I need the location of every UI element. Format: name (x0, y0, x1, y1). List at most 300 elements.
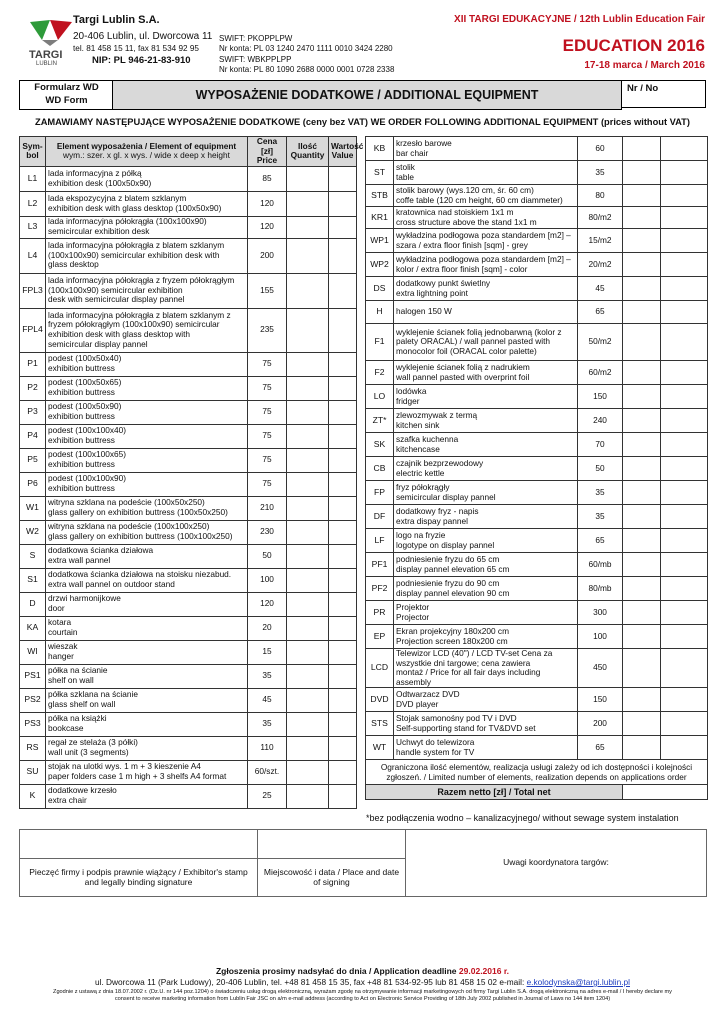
availability-note: Ograniczona ilość elementów, realizacja usługi zależy od ich dostępności i kolejności zgłoszeń. / Limited number of elements, realization depends on applications order (366, 760, 708, 785)
item-name-en: handle system for TV (396, 746, 475, 757)
item-price: 80/m2 (578, 207, 623, 229)
item-name-en: extra lightning point (396, 287, 468, 298)
item-name-pl: dodatkowa ścianka działowa (48, 545, 154, 556)
item-description (46, 273, 248, 308)
item-price: 50/m2 (578, 324, 623, 361)
item-quantity-field[interactable] (623, 577, 661, 601)
item-description (46, 376, 248, 400)
item-symbol: STB (366, 185, 394, 207)
item-symbol: F2 (366, 361, 394, 385)
item-value-field[interactable] (329, 760, 357, 784)
item-value-field[interactable] (661, 625, 708, 649)
item-value-field[interactable] (661, 601, 708, 625)
stamp-label: Pieczęć firmy i podpis prawnie wiążący / Exhibitor's stamp and legally binding signature (20, 859, 258, 897)
order-statement: ZAMAWIAMY NASTĘPUJĄCE WYPOSAŻENIE DODATKOWE (ceny bez VAT) WE ORDER FOLLOWING ADDITIONAL EQUIPMENT (prices without VAT) (35, 117, 690, 127)
item-symbol: P1 (20, 352, 46, 376)
item-name-pl: halogen 150 W (396, 306, 452, 317)
item-description (46, 760, 248, 784)
item-name-en: glass desktop (48, 259, 99, 270)
item-price: 230 (248, 520, 287, 544)
item-symbol: SU (20, 760, 46, 784)
item-quantity-field[interactable] (287, 166, 329, 191)
item-value-field[interactable] (329, 520, 357, 544)
item-quantity-field[interactable] (287, 400, 329, 424)
item-quantity-field[interactable] (287, 216, 329, 238)
item-description (46, 424, 248, 448)
item-symbol: PF1 (366, 553, 394, 577)
item-value-field[interactable] (661, 409, 708, 433)
item-description (394, 577, 578, 601)
item-name-pl: Telewizor LCD (40") / LCD TV-set Cena za wszystkie dni targowe; cena zawiera (396, 648, 553, 668)
item-description (46, 308, 248, 352)
total-net-field[interactable] (623, 785, 708, 800)
item-value-field[interactable] (661, 577, 708, 601)
item-value-field[interactable] (329, 496, 357, 520)
item-value-field[interactable] (329, 308, 357, 352)
item-name-pl: logo na fryzie (396, 529, 446, 540)
table-row (20, 592, 357, 616)
company-phone: tel. 81 458 15 11, fax 81 534 92 95 (73, 44, 199, 53)
item-quantity-field[interactable] (287, 760, 329, 784)
item-value-field[interactable] (329, 712, 357, 736)
item-name-en: semicircular display pannel (48, 338, 148, 349)
item-quantity-field[interactable] (623, 185, 661, 207)
contact-line (0, 977, 725, 987)
table-row (20, 664, 357, 688)
item-name-en: glass gallery on exhibition buttress (100x100x250) (48, 531, 233, 541)
item-name-pl: podniesienie fryzu do 65 cm (396, 553, 500, 564)
item-description (46, 352, 248, 376)
item-name-en: cross structure above the stand 1x1 m (396, 216, 537, 227)
item-value-field[interactable] (661, 161, 708, 185)
item-name-pl: czajnik bezprzewodowy (396, 457, 484, 468)
item-quantity-field[interactable] (287, 238, 329, 273)
item-price: 60/m2 (578, 361, 623, 385)
item-description (46, 544, 248, 568)
item-value-field[interactable] (661, 137, 708, 161)
item-quantity-field[interactable] (623, 385, 661, 409)
item-quantity-field[interactable] (623, 712, 661, 736)
item-quantity-field[interactable] (287, 784, 329, 808)
item-name-pl: krzesło barowe (396, 137, 452, 148)
item-name-en: logotype on display pannel (396, 539, 495, 550)
item-value-field[interactable] (329, 216, 357, 238)
item-value-field[interactable] (661, 505, 708, 529)
item-description (46, 166, 248, 191)
item-quantity-field[interactable] (287, 712, 329, 736)
table-row (20, 688, 357, 712)
item-quantity-field[interactable] (287, 664, 329, 688)
item-price: 60 (578, 137, 623, 161)
item-description (394, 185, 578, 207)
item-name-pl: witryna szklana na podeście (100x50x250) (48, 497, 205, 508)
table-row (366, 505, 708, 529)
item-description (46, 784, 248, 808)
item-name-pl: półka szklana na ścianie (48, 689, 138, 700)
item-symbol: F1 (366, 324, 394, 361)
table-row (20, 736, 357, 760)
item-value-field[interactable] (661, 688, 708, 712)
item-quantity-field[interactable] (287, 568, 329, 592)
item-description (394, 433, 578, 457)
table-row (366, 688, 708, 712)
col-value: Wartość Value (329, 137, 357, 167)
table-row (366, 277, 708, 301)
item-name-pl: fryz półokrągły (396, 481, 450, 492)
item-name-pl: podest (100x50x90) (48, 401, 122, 412)
item-value-field[interactable] (329, 448, 357, 472)
item-value-field[interactable] (329, 424, 357, 448)
signature-table (19, 829, 707, 897)
item-quantity-field[interactable] (623, 253, 661, 277)
item-quantity-field[interactable] (287, 544, 329, 568)
table-row (20, 568, 357, 592)
item-value-field[interactable] (661, 277, 708, 301)
table-row (366, 385, 708, 409)
form-label: Formularz WD (34, 82, 99, 93)
item-description (394, 649, 578, 688)
table-row (366, 324, 708, 361)
col-price: Cena [zł] Price (248, 137, 287, 167)
item-quantity-field[interactable] (287, 688, 329, 712)
item-value-field[interactable] (329, 352, 357, 376)
item-value-field[interactable] (329, 688, 357, 712)
item-quantity-field[interactable] (623, 649, 661, 688)
item-name-en: kolor / extra floor finish [sqm] - color (396, 263, 528, 274)
item-value-field[interactable] (661, 185, 708, 207)
item-quantity-field[interactable] (287, 424, 329, 448)
item-quantity-field[interactable] (287, 520, 329, 544)
item-symbol: W1 (20, 496, 46, 520)
contact-email-link[interactable]: e.kolodynska@targi.lublin.pl (526, 977, 630, 987)
item-price: 50 (578, 457, 623, 481)
item-value-field[interactable] (661, 433, 708, 457)
item-quantity-field[interactable] (287, 376, 329, 400)
table-row (366, 229, 708, 253)
item-name-pl: podest (100x50x65) (48, 377, 122, 388)
item-name-en: bookcase (48, 723, 84, 733)
item-name-en: exhibition desk (100x50x90) (48, 177, 152, 188)
item-value-field[interactable] (661, 324, 708, 361)
item-name-en: wall pannel pasted with overprint foil (396, 371, 530, 382)
targi-lublin-logo (28, 18, 74, 66)
item-value-field[interactable] (661, 553, 708, 577)
item-description (46, 191, 248, 216)
item-name-pl: kotara (48, 617, 72, 628)
item-price: 120 (248, 216, 287, 238)
item-value-field[interactable] (661, 229, 708, 253)
item-name-en: exhibition buttress (48, 435, 115, 445)
table-row (20, 544, 357, 568)
item-value-field[interactable] (329, 376, 357, 400)
item-description (394, 324, 578, 361)
item-value-field[interactable] (661, 207, 708, 229)
item-symbol: WT (366, 736, 394, 760)
item-symbol: D (20, 592, 46, 616)
item-quantity-field[interactable] (623, 736, 661, 760)
item-description (394, 161, 578, 185)
item-value-field[interactable] (661, 361, 708, 385)
item-price: 150 (578, 385, 623, 409)
item-value-field[interactable] (329, 640, 357, 664)
item-name-pl: dodatkowe krzesło (48, 785, 117, 796)
item-description (394, 229, 578, 253)
table-row (20, 784, 357, 808)
item-value-field[interactable] (329, 400, 357, 424)
item-quantity-field[interactable] (287, 448, 329, 472)
item-symbol: ZT* (366, 409, 394, 433)
form-label-box (19, 80, 114, 110)
item-quantity-field[interactable] (623, 361, 661, 385)
item-symbol: S (20, 544, 46, 568)
stamp-field[interactable] (20, 830, 258, 859)
item-price: 20/m2 (578, 253, 623, 277)
item-price: 200 (578, 712, 623, 736)
item-name-en: hanger (48, 651, 74, 661)
item-description (46, 688, 248, 712)
table-row (20, 352, 357, 376)
form-title: WYPOSAŻENIE DODATKOWE / ADDITIONAL EQUIPMENT (112, 80, 622, 110)
company-nip: NIP: PL 946-21-83-910 (92, 55, 191, 66)
sewage-note: *bez podłączenia wodno – kanalizacyjnego/ without sewage system instalation (366, 813, 679, 823)
item-name-en: exhibition buttress (48, 363, 115, 373)
item-name-en: monocolor foil (ORACAL color palette) (396, 345, 537, 356)
item-name-en: exhibition desk with glass desktop (100x50x90) (48, 202, 222, 213)
item-symbol: LF (366, 529, 394, 553)
item-price: 35 (578, 161, 623, 185)
item-description (46, 400, 248, 424)
logo-subtext: LUBLIN (36, 61, 58, 67)
item-quantity-field[interactable] (287, 308, 329, 352)
item-name-pl: lada informacyjna półokrągła z blatem szklanym (100x100x90) semicircular exhibition desk with (48, 240, 225, 260)
item-value-field[interactable] (329, 238, 357, 273)
item-symbol: DS (366, 277, 394, 301)
item-price: 155 (248, 273, 287, 308)
form-label-en: WD Form (45, 95, 88, 106)
item-quantity-field[interactable] (623, 433, 661, 457)
item-value-field[interactable] (661, 301, 708, 324)
table-row (366, 457, 708, 481)
item-quantity-field[interactable] (623, 625, 661, 649)
item-description (394, 361, 578, 385)
item-quantity-field[interactable] (287, 736, 329, 760)
item-quantity-field[interactable] (623, 529, 661, 553)
item-symbol: L1 (20, 166, 46, 191)
item-name-en: courtain (48, 627, 78, 637)
item-name-pl: stolik (396, 161, 415, 172)
item-name-pl: wykładzina podłogowa poza standardem [m2] – (396, 253, 571, 264)
item-symbol: S1 (20, 568, 46, 592)
item-name-pl: szafka kuchenna (396, 433, 459, 444)
item-value-field[interactable] (661, 712, 708, 736)
legal-consent-1: Zgodnie z ustawą z dnia 18.07.2002 r. (Dz.U. nr 144 poz.1204) o świadczeniu usług drogą elektroniczną, wyrażam zgodę na otrzymywanie informacji marketingowych od firmy Targi Lublin S.A. drogą elektroniczną na adres e-mail / I hereby declare my (53, 989, 672, 995)
item-symbol: P5 (20, 448, 46, 472)
item-value-field[interactable] (329, 191, 357, 216)
item-quantity-field[interactable] (623, 301, 661, 324)
item-name-pl: dodatkowy fryz - napis (396, 505, 479, 516)
item-quantity-field[interactable] (623, 553, 661, 577)
item-price: 50 (248, 544, 287, 568)
form-number-label: Nr / No (627, 83, 659, 94)
item-name-pl: stolik barowy (wys.120 cm, śr. 60 cm) (396, 184, 534, 195)
item-name-en: Projection screen 180x200 cm (396, 635, 508, 646)
table-row (366, 712, 708, 736)
place-date-field[interactable] (258, 830, 406, 859)
item-name-pl: regał ze stelaża (3 półki) (48, 737, 138, 748)
item-value-field[interactable] (329, 736, 357, 760)
item-description (394, 457, 578, 481)
item-quantity-field[interactable] (287, 472, 329, 496)
item-price: 35 (578, 505, 623, 529)
item-value-field[interactable] (329, 166, 357, 191)
item-price: 100 (578, 625, 623, 649)
item-description (394, 505, 578, 529)
item-name-en: extra wall pannel (48, 555, 111, 565)
item-name-en: szara / extra floor finish [sqm] - grey (396, 239, 528, 250)
item-name-pl: podniesienie fryzu do 90 cm (396, 577, 500, 588)
item-quantity-field[interactable] (287, 616, 329, 640)
item-quantity-field[interactable] (623, 457, 661, 481)
item-price: 235 (248, 308, 287, 352)
item-name-pl: Stojak samonośny pod TV i DVD (396, 713, 517, 724)
item-value-field[interactable] (329, 544, 357, 568)
item-price: 450 (578, 649, 623, 688)
item-symbol: P6 (20, 472, 46, 496)
item-name-en: DVD player (396, 698, 439, 709)
item-quantity-field[interactable] (623, 277, 661, 301)
table-row (366, 649, 708, 688)
item-name-en: Self-supporting stand for TV&DVD set (396, 722, 536, 733)
form-number-field[interactable] (621, 80, 706, 108)
item-name-en: extra wall pannel on outdoor stand (48, 579, 175, 589)
item-symbol: LCD (366, 649, 394, 688)
item-quantity-field[interactable] (623, 229, 661, 253)
item-symbol: PS1 (20, 664, 46, 688)
item-quantity-field[interactable] (623, 137, 661, 161)
item-quantity-field[interactable] (623, 688, 661, 712)
item-value-field[interactable] (329, 568, 357, 592)
item-name-pl: lada informacyjna z półką (48, 167, 142, 178)
item-name-en: coffe table (120 cm height, 60 cm diammeter) (396, 194, 563, 205)
item-quantity-field[interactable] (623, 601, 661, 625)
item-quantity-field[interactable] (623, 161, 661, 185)
item-name-pl: Uchwyt do telewizora (396, 737, 475, 748)
item-value-field[interactable] (661, 253, 708, 277)
item-price: 75 (248, 352, 287, 376)
item-name-en: semicircular exhibition desk (48, 226, 150, 236)
item-price: 150 (578, 688, 623, 712)
item-name-en: kitchencase (396, 443, 440, 454)
item-quantity-field[interactable] (623, 207, 661, 229)
item-quantity-field[interactable] (287, 496, 329, 520)
item-price: 65 (578, 301, 623, 324)
item-name-en: display pannel elevation 65 cm (396, 563, 510, 574)
item-name-en: shelf on wall (48, 675, 94, 685)
item-value-field[interactable] (661, 385, 708, 409)
item-description (46, 448, 248, 472)
item-price: 300 (578, 601, 623, 625)
item-symbol: FP (366, 481, 394, 505)
item-value-field[interactable] (329, 616, 357, 640)
item-name-pl: wyklejenie ścianek folią jednobarwną (kolor z palety ORACAL) / wall pannel pasted with (396, 326, 562, 347)
item-quantity-field[interactable] (287, 191, 329, 216)
item-description (394, 207, 578, 229)
fair-title: XII TARGI EDUKACYJNE / 12th Lublin Education Fair (454, 14, 705, 25)
item-name-pl: lada informacyjna półokrągła (100x100x90) (48, 216, 207, 227)
place-date-label: Miejscowość i data / Place and date of signing (258, 859, 406, 897)
item-quantity-field[interactable] (287, 592, 329, 616)
item-quantity-field[interactable] (623, 481, 661, 505)
item-price: 75 (248, 472, 287, 496)
item-name-en: paper folders case 1 m high + 3 shelfs A4 format (48, 771, 227, 781)
item-value-field[interactable] (661, 649, 708, 688)
table-row (366, 161, 708, 185)
item-description (394, 301, 578, 324)
item-value-field[interactable] (661, 529, 708, 553)
item-price: 35 (248, 664, 287, 688)
item-value-field[interactable] (661, 736, 708, 760)
item-price: 60/mb (578, 553, 623, 577)
table-row (20, 424, 357, 448)
item-symbol: SK (366, 433, 394, 457)
item-value-field[interactable] (329, 592, 357, 616)
table-row (20, 712, 357, 736)
table-row (20, 308, 357, 352)
fair-name: EDUCATION 2016 (562, 36, 705, 55)
item-value-field[interactable] (661, 457, 708, 481)
item-quantity-field[interactable] (287, 273, 329, 308)
item-value-field[interactable] (329, 273, 357, 308)
item-name-pl: podest (100x50x40) (48, 353, 122, 364)
item-quantity-field[interactable] (287, 640, 329, 664)
item-value-field[interactable] (661, 481, 708, 505)
item-name-en: extra dispay pannel (396, 515, 468, 526)
item-name-en: bar chair (396, 147, 429, 158)
table-row (20, 640, 357, 664)
item-name-pl: lada ekspozycyjna z blatem szklanym (48, 192, 187, 203)
item-price: 45 (578, 277, 623, 301)
item-quantity-field[interactable] (623, 505, 661, 529)
item-description (394, 277, 578, 301)
item-price: 35 (248, 712, 287, 736)
item-quantity-field[interactable] (623, 324, 661, 361)
item-description (46, 616, 248, 640)
item-price: 240 (578, 409, 623, 433)
item-name-en: extra chair (48, 795, 87, 805)
table-row (20, 376, 357, 400)
item-name-en: door (48, 603, 65, 613)
item-quantity-field[interactable] (623, 409, 661, 433)
item-symbol: K (20, 784, 46, 808)
item-price: 80/mb (578, 577, 623, 601)
table-row (366, 577, 708, 601)
item-name-en: Projector (396, 611, 430, 622)
item-name-pl: półka na książki (48, 713, 107, 724)
item-price: 75 (248, 448, 287, 472)
item-price: 15/m2 (578, 229, 623, 253)
coordinator-remarks-field[interactable] (406, 830, 707, 897)
item-description (46, 736, 248, 760)
item-value-field[interactable] (329, 784, 357, 808)
item-name-en: desk with semicircular display pannel (48, 294, 185, 305)
item-quantity-field[interactable] (287, 352, 329, 376)
item-symbol: P3 (20, 400, 46, 424)
table-row (366, 481, 708, 505)
item-value-field[interactable] (329, 664, 357, 688)
deadline-date: 29.02.2016 r. (458, 966, 510, 976)
item-value-field[interactable] (329, 472, 357, 496)
table-row (20, 472, 357, 496)
